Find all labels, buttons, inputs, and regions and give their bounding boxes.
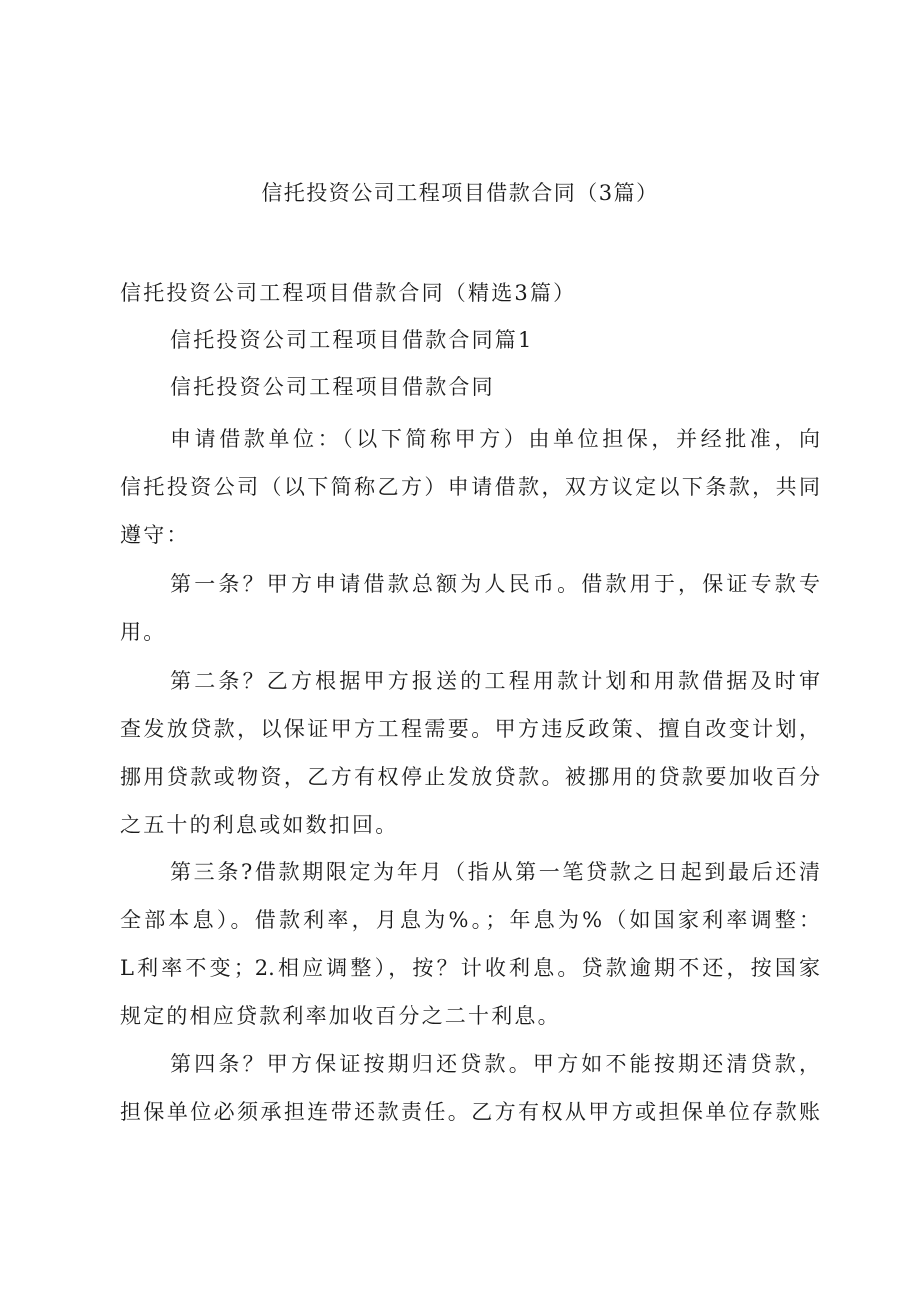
paragraph-line: 第二条？乙方根据甲方报送的工程用款计划和用款借据及时审 — [170, 669, 820, 693]
paragraph-line: 第一条？甲方申请借款总额为人民币。借款用于，保证专款专 — [170, 572, 820, 596]
paragraph-line: L利率不变；2.相应调整），按？计收利息。贷款逾期不还，按国家 — [120, 956, 820, 980]
paragraph-line: 申请借款单位：（以下简称甲方）由单位担保，并经批准，向 — [170, 427, 820, 451]
paragraph-line: 挪用贷款或物资，乙方有权停止发放贷款。被挪用的贷款要加收百分 — [120, 765, 820, 789]
section-heading: 信托投资公司工程项目借款合同篇1 — [170, 328, 534, 352]
paragraph-line: 之五十的利息或如数扣回。 — [120, 813, 399, 837]
contract-heading: 信托投资公司工程项目借款合同 — [170, 375, 495, 399]
paragraph-line: 遵守： — [120, 523, 190, 547]
document-title: 信托投资公司工程项目借款合同（3篇） — [261, 181, 659, 205]
paragraph-line: 用。 — [120, 620, 167, 644]
paragraph-line: 担保单位必须承担连带还款责任。乙方有权从甲方或担保单位存款账 — [120, 1100, 820, 1124]
paragraph-line: 规定的相应贷款利率加收百分之二十利息。 — [120, 1004, 561, 1028]
paragraph-line: 查发放贷款，以保证甲方工程需要。甲方违反政策、擅自改变计划， — [120, 717, 820, 741]
paragraph-line: 第四条？甲方保证按期归还贷款。甲方如不能按期还清贷款， — [170, 1052, 820, 1076]
paragraph-line: 全部本息）。借款利率，月息为%。；年息为%（如国家利率调整： — [120, 908, 820, 932]
paragraph-line: 信托投资公司（以下简称乙方）申请借款，双方议定以下条款，共同 — [120, 475, 820, 499]
subtitle-line: 信托投资公司工程项目借款合同（精选3篇） — [120, 281, 577, 305]
paragraph-line: 第三条?借款期限定为年月（指从第一笔贷款之日起到最后还清 — [170, 860, 820, 884]
